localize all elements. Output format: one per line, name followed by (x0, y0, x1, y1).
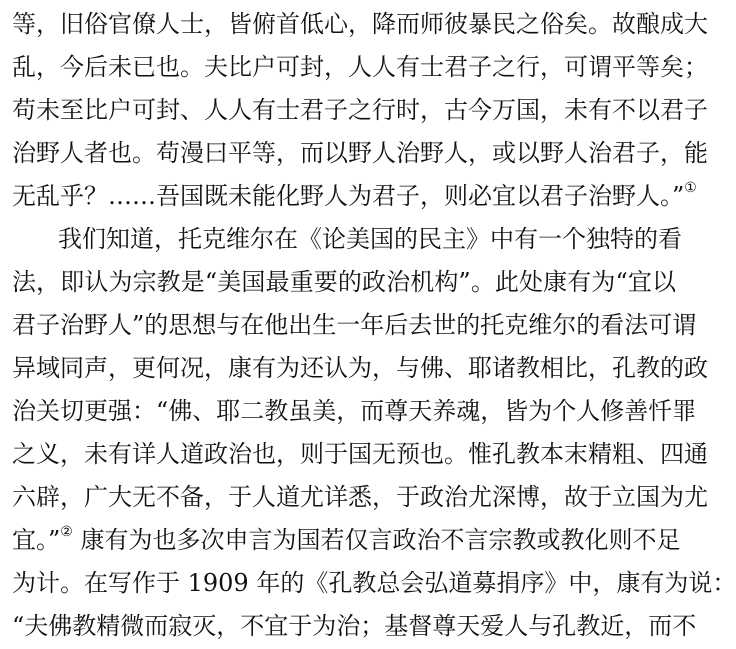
text-line-6-paragraph-start (58, 221, 682, 257)
line-text-tail: 康有为也多次申言为国若仅言政治不言宗教或教化则不足 (72, 526, 681, 554)
line-text: 法，即认为宗教是“美国最重要的政治机构”。此处康有为“宜以 (12, 268, 676, 296)
line-text: 异域同声，更何况，康有为还认为，与佛、耶诸教相比，孔教的政 (12, 354, 708, 382)
footnote-marker: ② (60, 524, 73, 540)
text-line-14 (12, 565, 736, 601)
text-line-8 (12, 307, 697, 343)
line-text: 无乱乎？……吾国既未能化野人为君子，则必宜以君子治野人。” (12, 182, 685, 210)
line-text: 乱，今后未已也。夫比户可封，人人有士君子之行，可谓平等矣； (12, 53, 708, 81)
line-text: 治野人者也。苟漫曰平等，而以野人治野人，或以野人治君子，能 (12, 139, 708, 167)
line-text: 为计。在写作于 1909 年的《孔教总会弘道募捐序》中，康有为说： (12, 569, 736, 597)
line-text: “夫佛教精微而寂灭，不宜于为治；基督尊天爱人与孔教近，而不 (12, 612, 697, 640)
line-text: 君子治野人”的思想与在他出生一年后去世的托克维尔的看法可谓 (12, 311, 697, 339)
line-text: 之义，未有详人道政治也，则于国无预也。惟孔教本末精粗、四通 (12, 440, 708, 468)
text-line-1 (12, 6, 708, 42)
text-line-15 (12, 608, 697, 644)
text-line-11 (12, 436, 708, 472)
text-line-13 (12, 522, 681, 558)
text-line-2 (12, 49, 708, 85)
line-text: 六辟，广大无不备，于人道尤详悉，于政治尤深博，故于立国为尤 (12, 483, 708, 511)
footnote-marker: ① (684, 180, 697, 196)
line-text: 我们知道，托克维尔在《论美国的民主》中有一个独特的看 (58, 225, 682, 253)
text-line-3 (12, 92, 708, 128)
line-text: 宜。” (12, 526, 61, 554)
text-line-9 (12, 350, 708, 386)
text-line-5 (12, 178, 697, 214)
text-line-12 (12, 479, 708, 515)
text-line-7 (12, 264, 676, 300)
text-line-10 (12, 393, 697, 429)
line-text: 苟未至比户可封、人人有士君子之行时，古今万国，未有不以君子 (12, 96, 708, 124)
line-text: 治关切更强：“佛、耶二教虽美，而尊天养魂，皆为个人修善忏罪 (12, 397, 697, 425)
line-text: 等，旧俗官僚人士，皆俯首低心，降而师彼暴民之俗矣。故酿成大 (12, 10, 708, 38)
text-line-4 (12, 135, 708, 171)
